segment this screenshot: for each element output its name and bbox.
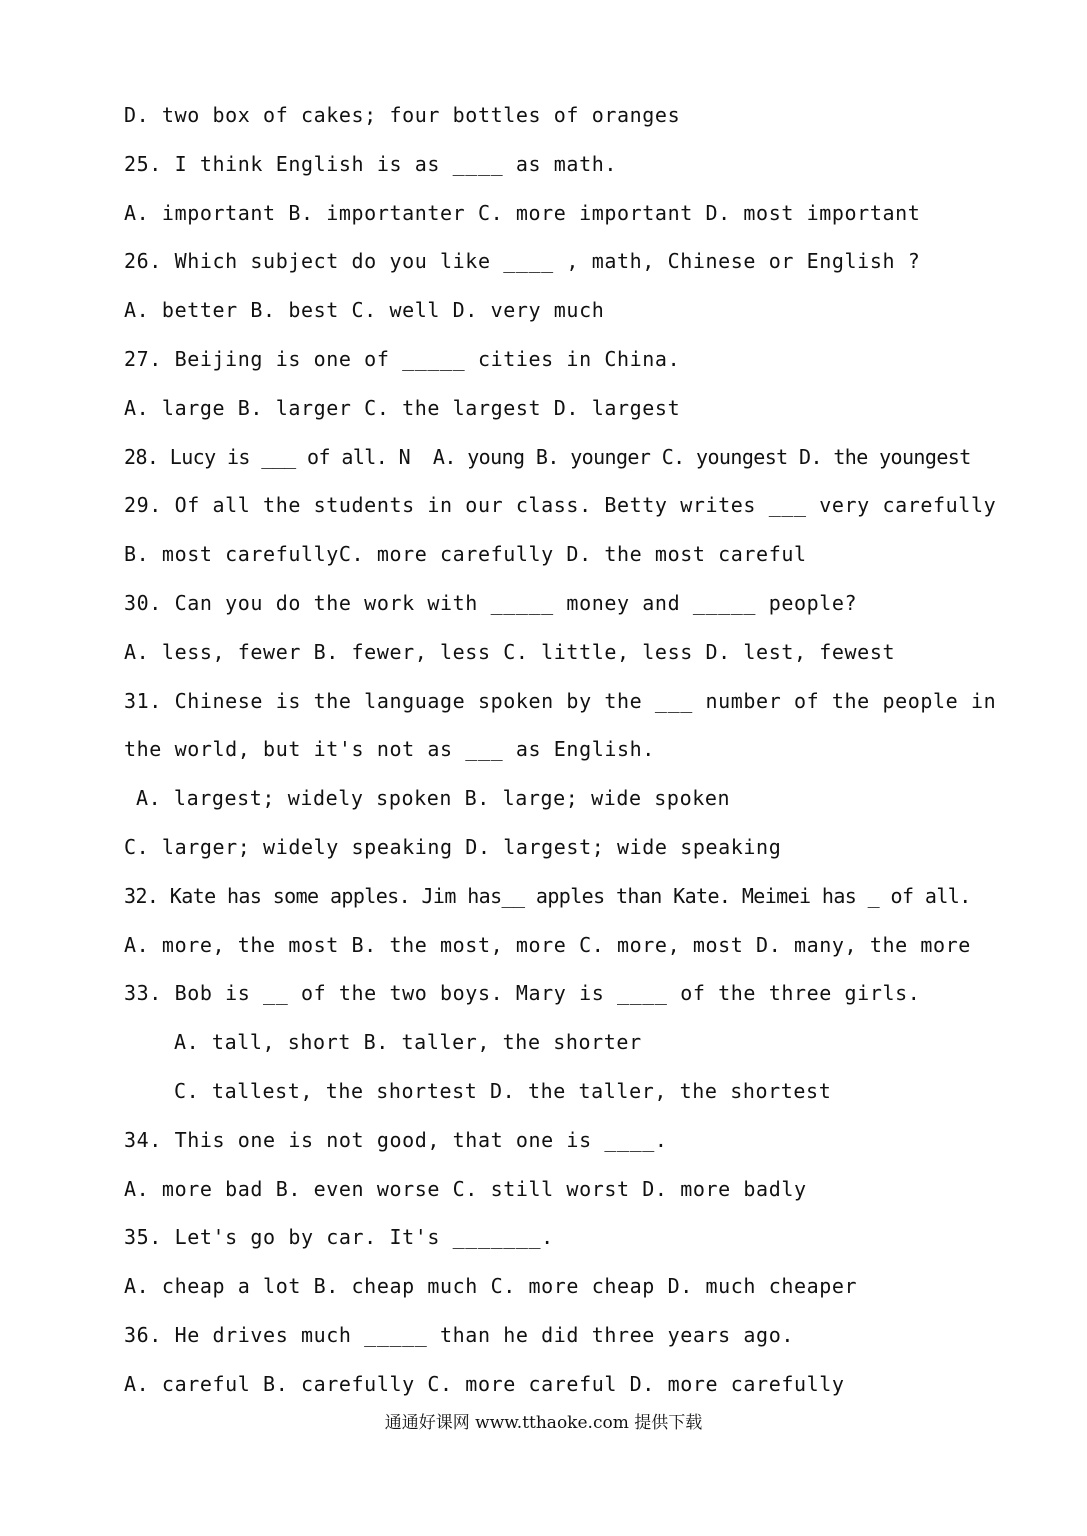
question-28: 28. Lucy is ___ of all. N A. young B. younger C. youngest D. the youngest — [124, 444, 971, 469]
question-31-cont: the world, but it's not as ___ as English. — [124, 737, 655, 762]
question-35: 35. Let's go by car. It's _______. — [124, 1225, 554, 1250]
options-33-ab: A. tall, short B. taller, the shorter — [174, 1030, 642, 1055]
question-30: 30. Can you do the work with _____ money and _____ people? — [124, 590, 858, 615]
options-27: A. large B. larger C. the largest D. largest — [124, 395, 681, 420]
question-34: 34. This one is not good, that one is ____. — [124, 1127, 668, 1152]
options-31-cd: C. larger; widely speaking D. largest; wide speaking — [124, 834, 782, 859]
options-36: A. careful B. carefully C. more careful D. more carefully — [124, 1371, 845, 1396]
text-line: D. two box of cakes; four bottles of oranges — [124, 103, 681, 127]
options-31-ab: A. largest; widely spoken B. large; wide spoken — [136, 786, 731, 811]
options-33-cd: C. tallest, the shortest D. the taller, the shortest — [174, 1078, 832, 1103]
question-29: 29. Of all the students in our class. Betty writes ___ very carefully — [124, 493, 997, 518]
question-36: 36. He drives much _____ than he did three years ago. — [124, 1322, 794, 1347]
question-25: 25. I think English is as ____ as math. — [124, 151, 617, 176]
question-33: 33. Bob is __ of the two boys. Mary is ____ of the three girls. — [124, 981, 921, 1006]
options-32: A. more, the most B. the most, more C. more, most D. many, the more — [124, 932, 971, 957]
options-35: A. cheap a lot B. cheap much C. more cheap D. much cheaper — [124, 1274, 858, 1299]
options-34: A. more bad B. even worse C. still worst D. more badly — [124, 1176, 807, 1201]
question-27: 27. Beijing is one of _____ cities in China. — [124, 346, 681, 371]
options-25: A. important B. importanter C. more important D. most important — [124, 200, 921, 225]
question-31: 31. Chinese is the language spoken by the ___ number of the people in — [124, 688, 997, 713]
question-26: 26. Which subject do you like ____ , math, Chinese or English ? — [124, 249, 921, 274]
page-footer: 通通好课网 www.tthaoke.com 提供下载 — [384, 1413, 703, 1433]
options-29: B. most carefullyC. more carefully D. the most careful — [124, 542, 807, 567]
options-30: A. less, fewer B. fewer, less C. little, less D. lest, fewest — [124, 639, 896, 664]
question-lines — [124, 96, 1024, 1414]
question-32: 32. Kate has some apples. Jim has__ apples than Kate. Meimei has _ of all. — [124, 883, 971, 908]
options-26: A. better B. best C. well D. very much — [124, 298, 605, 323]
